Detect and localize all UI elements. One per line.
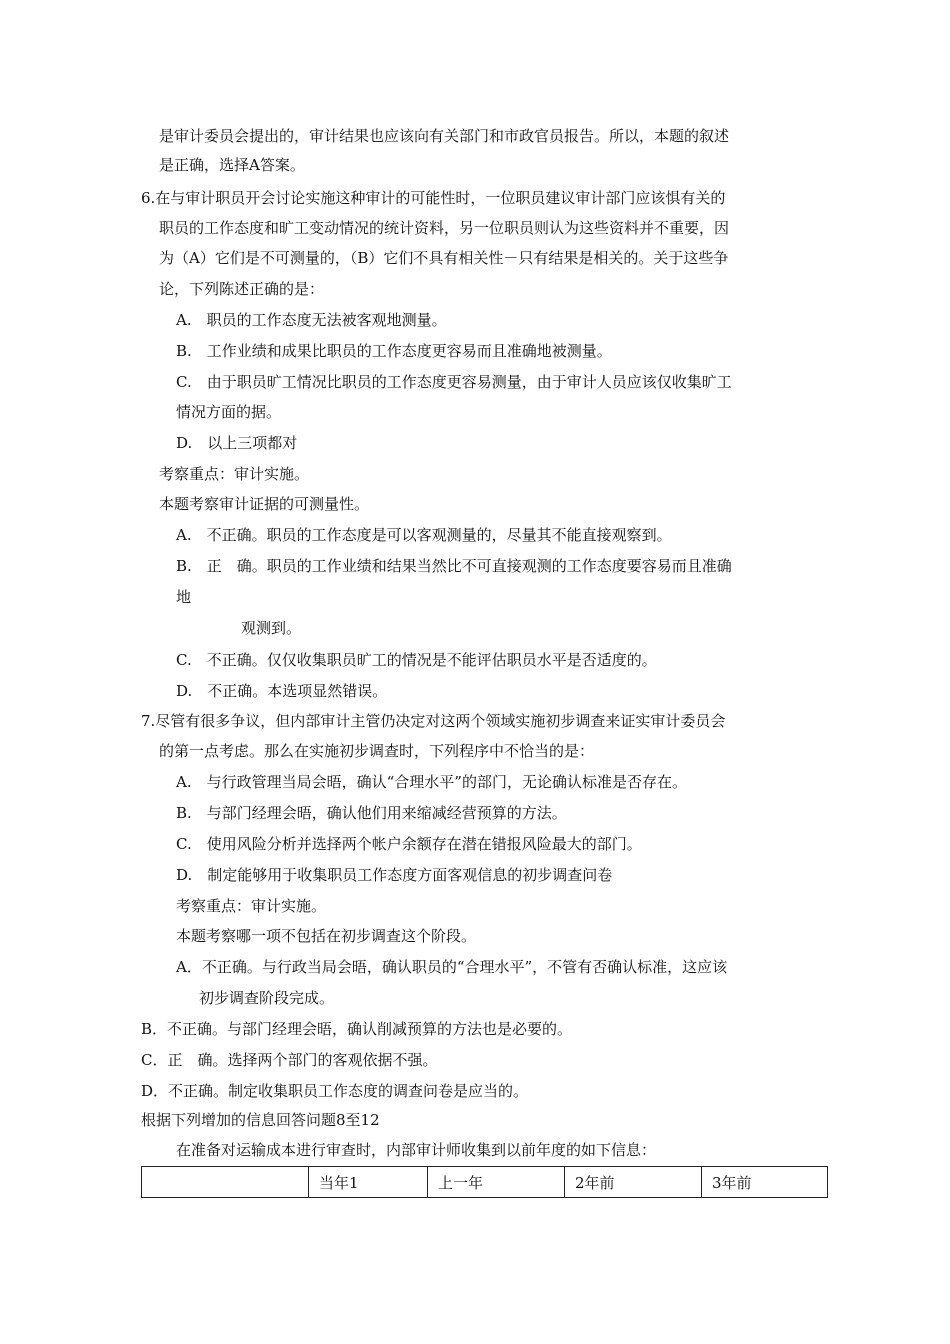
- text-line: 本题考察审计证据的可测量性。: [159, 495, 370, 513]
- focus-note: 考察重点：审计实施。: [176, 897, 327, 915]
- table-cell: 当年1: [309, 1167, 428, 1198]
- text-line: 是正确，选择A答案。: [159, 156, 305, 174]
- text-line: 情况方面的据。: [176, 403, 282, 421]
- option-d: D. 以上三项都对: [176, 434, 298, 452]
- text-line: 论，下列陈述正确的是：: [159, 280, 325, 298]
- option-c: C. 由于职员旷工情况比职员的工作态度更容易测量，由于审计人员应该仅收集旷工: [176, 373, 732, 391]
- option-b: B. 工作业绩和成果比职员的工作态度更容易而且准确地被测量。: [176, 342, 612, 360]
- answer-d: D．不正确。制定收集职员工作态度的调查问卷是应当的。: [141, 1082, 529, 1100]
- option-a: A. 与行政管理当局会晤，确认“合理水平”的部门，无论确认标准是否存在。: [176, 773, 687, 791]
- answer-c: C. 不正确。仅仅收集职员旷工的情况是不能评估职员水平是否适度的。: [176, 651, 657, 669]
- question-7-stem: 7.尽管有很多争议，但内部审计主管仍决定对这两个领域实施初步调查来证实审计委员会: [141, 712, 726, 730]
- section-intro: 根据下列增加的信息回答问题8至12: [141, 1111, 380, 1129]
- text-line: 的第一点考虑。那么在实施初步调查时，下列程序中不恰当的是：: [159, 742, 595, 760]
- option-a: A. 职员的工作态度无法被客观地测量。: [176, 311, 447, 329]
- text-line: 是审计委员会提出的，审计结果也应该向有关部门和市政官员报告。所以，本题的叙述: [159, 127, 730, 145]
- table-cell: 2年前: [565, 1167, 702, 1198]
- option-b: B. 与部门经理会晤，确认他们用来缩减经营预算的方法。: [176, 804, 567, 822]
- text-line: 职员的工作态度和旷工变动情况的统计资料，另一位职员则认为这些资料并不重要，因: [159, 219, 730, 237]
- question-6-stem: 6.在与审计职员开会讨论实施这种审计的可能性时，一位职员建议审计部门应该惧有关的: [141, 189, 726, 207]
- text-line: 在准备对运输成本进行审查时，内部审计师收集到以前年度的如下信息：: [176, 1141, 657, 1159]
- option-d: D. 制定能够用于收集职员工作态度方面客观信息的初步调查问卷: [176, 866, 613, 884]
- answer-b: B. 正 确。职员的工作业绩和结果当然比不可直接观测的工作态度要容易而且准确: [176, 557, 732, 575]
- answer-c: C．正 确。选择两个部门的客观依据不强。: [141, 1051, 438, 1069]
- answer-a: A．不正确。与行政当局会晤，确认职员的“合理水平”，不管有否确认标准，这应该: [176, 958, 728, 976]
- table-cell: [142, 1167, 309, 1198]
- text-line: 观测到。: [241, 619, 302, 637]
- text-line: 地: [176, 588, 192, 606]
- text-line: 为（A）它们是不可测量的，（B）它们不具有相关性－只有结果是相关的。关于这些争: [159, 249, 729, 267]
- table-cell: 上一年: [428, 1167, 565, 1198]
- option-c: C. 使用风险分析并选择两个帐户余额存在潜在错报风险最大的部门。: [176, 835, 642, 853]
- text-line: 本题考察哪一项不包括在初步调查这个阶段。: [176, 927, 477, 945]
- focus-note: 考察重点：审计实施。: [159, 465, 310, 483]
- table-header-row: [142, 1167, 828, 1198]
- text-line: 初步调查阶段完成。: [199, 989, 335, 1007]
- answer-d: D. 不正确。本选项显然错误。: [176, 682, 388, 700]
- cost-table: [141, 1166, 828, 1198]
- table-cell: 3年前: [702, 1167, 828, 1198]
- answer-a: A. 不正确。职员的工作态度是可以客观测量的，尽量其不能直接观察到。: [176, 526, 672, 544]
- answer-b: B．不正确。与部门经理会晤，确认削减预算的方法也是必要的。: [141, 1020, 573, 1038]
